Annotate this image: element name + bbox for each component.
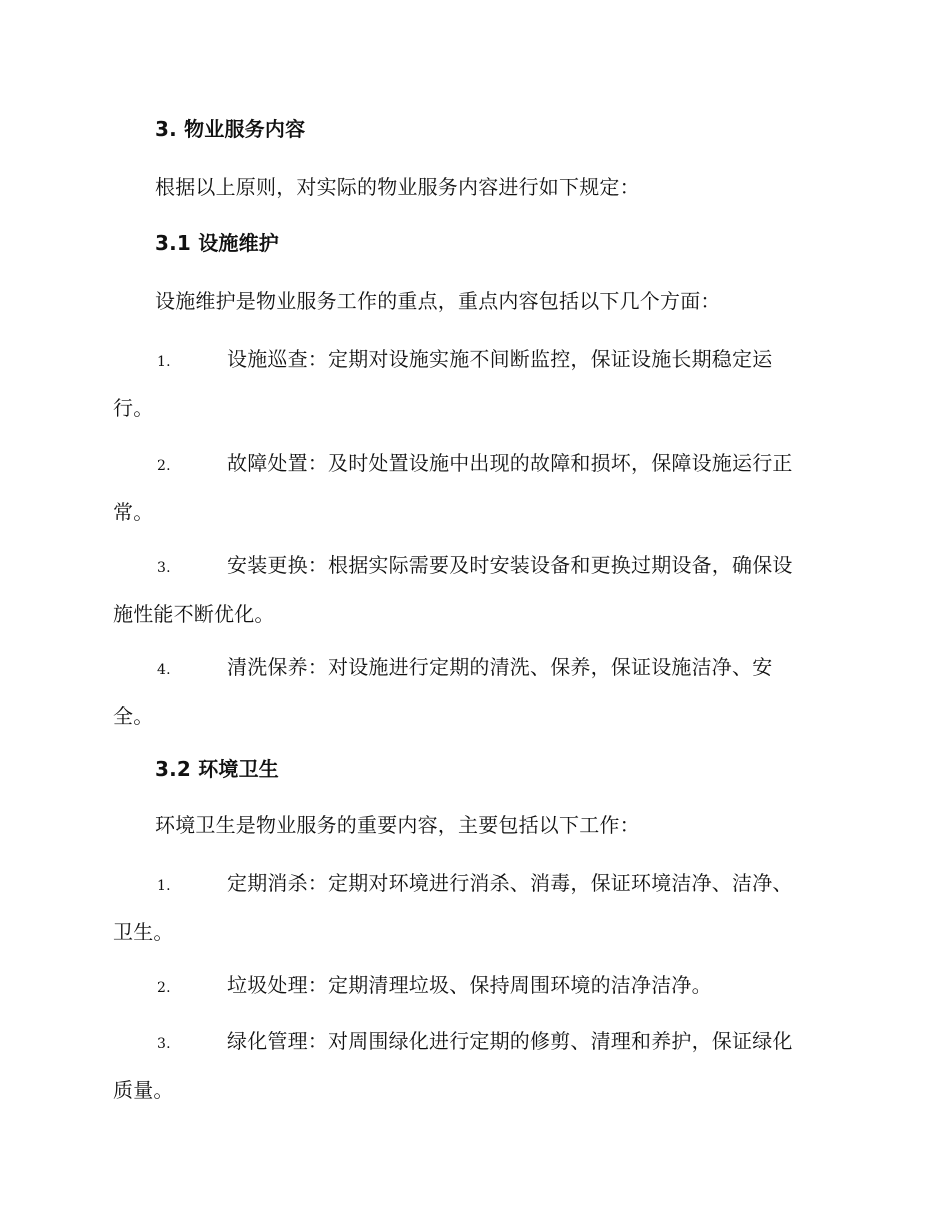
list-text-continuation: 施性能不断优化。 [113, 602, 275, 626]
section-3-heading: 3. 物业服务内容 [155, 117, 306, 141]
section-3-1-intro: 设施维护是物业服务工作的重点，重点内容包括以下几个方面： [155, 289, 721, 313]
list-text: 垃圾处理：定期清理垃圾、保持周围环境的洁净洁净。 [227, 973, 712, 997]
list-number: 1. [157, 354, 171, 370]
list-text-continuation: 全。 [113, 704, 154, 728]
list-text: 定期消杀：定期对环境进行消杀、消毒，保证环境洁净、洁净、 [227, 871, 793, 895]
list-text-continuation: 卫生。 [113, 920, 174, 944]
section-3-1-heading: 3.1 设施维护 [155, 231, 279, 255]
section-3-2-heading: 3.2 环境卫生 [155, 757, 279, 781]
list-item [113, 962, 835, 1011]
list-text: 清洗保养：对设施进行定期的清洗、保养，保证设施洁净、安 [227, 655, 773, 679]
list-number: 2. [157, 980, 171, 996]
list-number: 3. [157, 1036, 171, 1052]
list-text: 绿化管理：对周围绿化进行定期的修剪、清理和养护，保证绿化 [227, 1029, 793, 1053]
list-text: 故障处置：及时处置设施中出现的故障和损坏，保障设施运行正 [227, 451, 793, 475]
section-3-intro: 根据以上原则，对实际的物业服务内容进行如下规定： [155, 175, 640, 199]
list-number: 4. [157, 662, 171, 678]
list-text-continuation: 质量。 [113, 1078, 174, 1102]
list-text-continuation: 常。 [113, 500, 154, 524]
list-item [113, 336, 835, 431]
list-text: 设施巡查：定期对设施实施不间断监控，保证设施长期稳定运 [227, 347, 773, 371]
list-item [113, 440, 835, 535]
list-number: 1. [157, 878, 171, 894]
list-number: 3. [157, 560, 171, 576]
section-3-2-intro: 环境卫生是物业服务的重要内容，主要包括以下工作： [155, 813, 640, 837]
list-item [113, 644, 835, 739]
list-text-continuation: 行。 [113, 396, 154, 420]
list-text: 安装更换：根据实际需要及时安装设备和更换过期设备，确保设 [227, 553, 793, 577]
list-item [113, 542, 835, 637]
list-number: 2. [157, 458, 171, 474]
list-item [113, 1018, 835, 1113]
list-item [113, 860, 835, 955]
